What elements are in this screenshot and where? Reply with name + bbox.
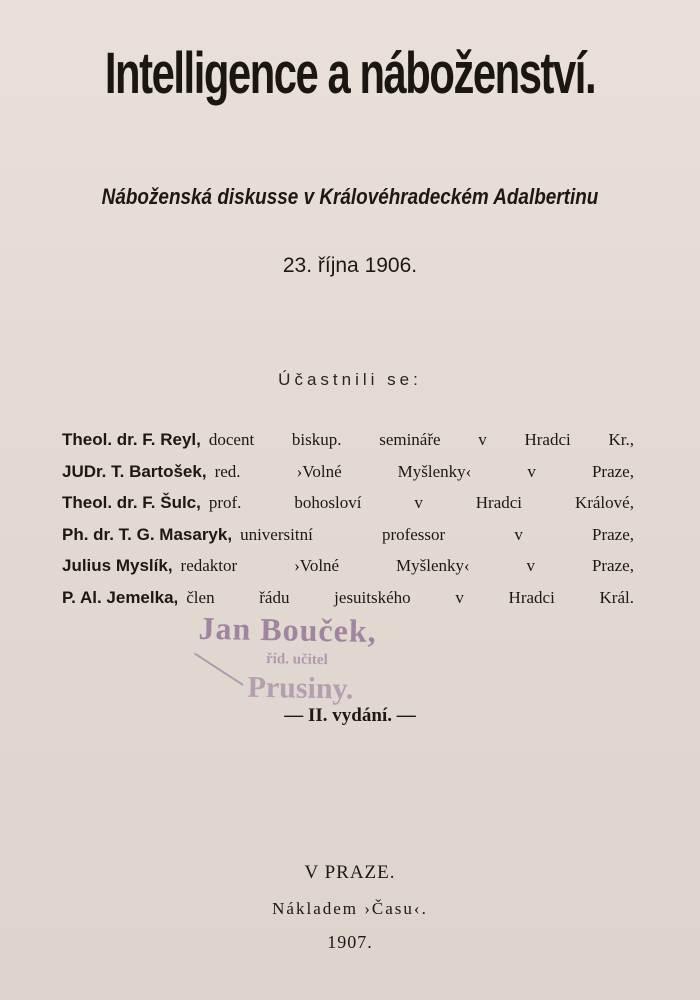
participant-name: P. Al. Jemelka, bbox=[62, 587, 179, 607]
participant-row bbox=[62, 519, 634, 551]
book-subtitle: Náboženská diskusse v Královéhradeckém Adalbertinu bbox=[101, 184, 599, 209]
owner-stamp bbox=[189, 610, 451, 715]
participant-row bbox=[62, 424, 634, 456]
book-title: Intelligence a náboženství. bbox=[104, 41, 596, 106]
participant-row bbox=[62, 456, 634, 488]
participant-description: red. ›Volné Myšlenky‹ v Praze, bbox=[214, 461, 634, 481]
imprint-year: 1907. bbox=[327, 932, 373, 952]
participant-name: Julius Myslík, bbox=[62, 556, 173, 576]
participant-description: redaktor ›Volné Myšlenky‹ v Praze, bbox=[180, 556, 634, 576]
participant-name: Theol. dr. F. Reyl, bbox=[62, 430, 201, 449]
stamp-stroke bbox=[194, 653, 244, 686]
participant-description: universitní professor v Praze, bbox=[240, 524, 634, 544]
discussion-date: 23. října 1906. bbox=[282, 254, 418, 277]
stamp-name: Jan Bouček, bbox=[198, 609, 378, 649]
stamp-place: Prusiny. bbox=[247, 670, 354, 706]
participant-name: Theol. dr. F. Šulc, bbox=[62, 493, 201, 513]
participants-heading: Účastnili se: bbox=[278, 370, 422, 389]
stamp-role: říd. učitel bbox=[265, 651, 328, 669]
imprint-place: V PRAZE. bbox=[304, 862, 396, 883]
participant-row bbox=[62, 550, 634, 582]
edition-label: — II. vydání. — bbox=[284, 705, 416, 726]
participant-name: Ph. dr. T. G. Masaryk, bbox=[62, 524, 233, 544]
participant-description: docent biskup. semináře v Hradci Kr., bbox=[208, 430, 634, 449]
imprint-publisher: Nákladem ›Času‹. bbox=[272, 899, 428, 918]
participant-description: člen řádu jesuitského v Hradci Král. bbox=[186, 587, 634, 607]
participant-description: prof. bohosloví v Hradci Králové, bbox=[208, 493, 634, 513]
participants-list bbox=[62, 424, 634, 614]
participant-name: JUDr. T. Bartošek, bbox=[62, 461, 207, 481]
participant-row bbox=[62, 487, 634, 519]
participant-row bbox=[62, 582, 634, 614]
